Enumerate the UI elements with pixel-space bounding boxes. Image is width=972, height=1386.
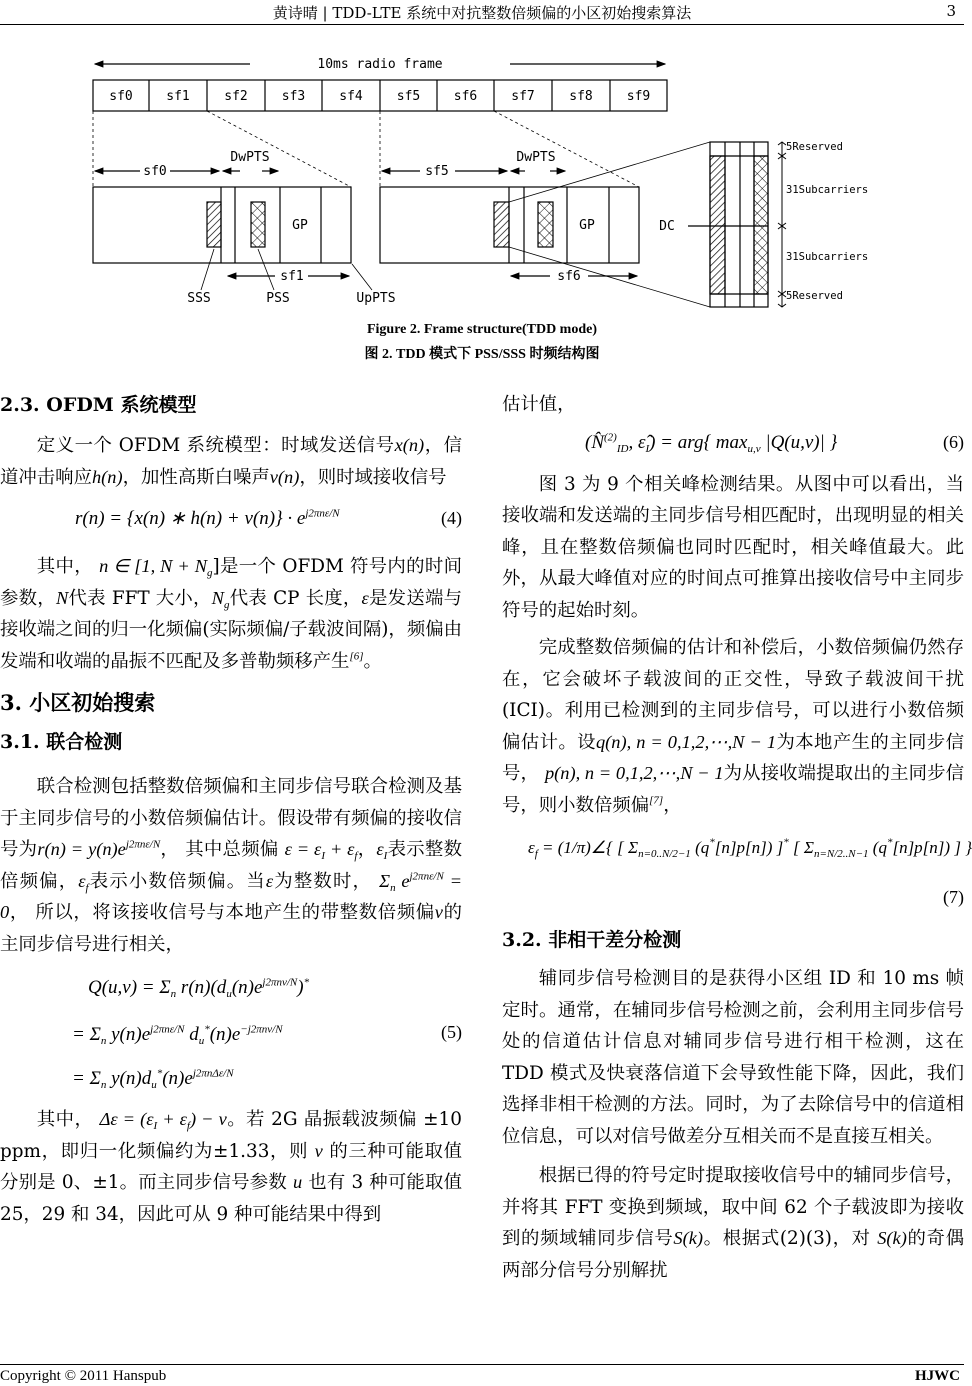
math-text: (n)e: [231, 977, 263, 998]
paragraph: [502, 632, 964, 821]
math-text: = Σ: [72, 1068, 101, 1089]
subframe-label: sf2: [224, 89, 248, 104]
dwpts-label: DwPTS: [516, 150, 556, 165]
text-run: 定义一个 OFDM 系统模型：时域发送信号: [36, 435, 395, 456]
superscript: j2πnε/N: [409, 869, 444, 882]
superscript: −j2πnv/N: [240, 1023, 283, 1036]
math-text: ε = ε: [284, 839, 322, 859]
paragraph: [0, 771, 462, 960]
text-run: 完成整数倍频偏的估计和补偿后，小数倍频偏仍然存在，它会破坏子载波间的正交性，导致子载波间干扰(ICI)。利用已检测到的主同步信号，可以进行小数倍频偏估计。设: [502, 637, 964, 753]
superscript: [7]: [649, 793, 664, 806]
text-run: 为整数时，: [273, 870, 380, 892]
equation-7: [528, 831, 972, 865]
text-run: 。若 2G 晶振载波频偏 ±10 ppm，即归一化频偏约为±1.33，则: [0, 1109, 462, 1162]
subscript: n=0..N/2−1: [638, 847, 691, 860]
figure-caption-en: Figure 2. Frame structure(TDD mode): [366, 322, 598, 337]
math-text: u: [293, 1172, 303, 1192]
math-text: ) = arg{ max: [649, 431, 748, 453]
superscript: *: [709, 836, 715, 849]
text-run: 为从接收端提取出的主同步信号，则小数倍频偏: [502, 763, 964, 816]
sss-label: SSS: [187, 291, 211, 306]
reserved-label: 5Reserved: [786, 290, 843, 302]
math-text: S(k): [673, 1228, 704, 1248]
math-text: = 0: [0, 870, 462, 922]
text-run: 联合检测包括整数倍频偏和主同步信号联合检测及基于主同步信号的小数倍频偏估计。假设带有频偏的接收信号为: [0, 776, 462, 860]
equation-number: (4): [441, 507, 462, 528]
sss-subcarriers: [710, 156, 725, 294]
sss-block: [494, 202, 509, 247]
math-text: ε: [528, 838, 535, 857]
subscript: n: [390, 881, 396, 894]
equation-5-line-1: [88, 964, 309, 1012]
superscript: *: [886, 836, 893, 849]
math-text: p(n), n = 0,1,2,⋯,N − 1: [544, 763, 724, 783]
equation-number: (7): [943, 887, 964, 907]
subscript: f: [534, 847, 538, 860]
text-run: 表示整数倍频偏，: [0, 839, 462, 892]
frame-structure-figure: [0, 0, 964, 320]
subframe-label: sf9: [626, 89, 651, 104]
superscript: *: [783, 836, 789, 849]
text-run: 其中，: [36, 556, 100, 577]
equation-5-line-3: [72, 1058, 309, 1100]
subframe-label: sf6: [453, 89, 478, 104]
math-text: ): [297, 977, 304, 998]
section-heading-2-3: 2.3. OFDM 系统模型: [0, 394, 197, 416]
math-text: r(n) = {x(n) ∗ h(n) + v(n)} · e: [75, 507, 306, 529]
subscript: f: [354, 849, 358, 862]
subscript: ID: [616, 442, 629, 455]
text-run: 图 3 为 9 个相关峰检测结果。从图中可以看出，当接收端和发送端的主同步信号相匹配时，出现明显的相关峰，且在整数倍频偏也同时匹配时，相关峰值最大。此外，从最大峰值对应的时间点可推算出接收信号中主同步符号的起始时刻。: [502, 473, 964, 621]
text-run: 根据已得的符号定时提取接收信号中的辅同步信号，并将其 FFT 变换到频域，取中间 62 个子载波即为接收到的频域辅同步信号: [502, 1165, 964, 1249]
section-heading-3-2: 3.2. 非相干差分检测: [502, 929, 682, 951]
subscript: f: [85, 881, 89, 894]
text-run: 代表 CP 长度，: [229, 587, 362, 609]
math-text: Σ: [379, 870, 391, 891]
subframe-label: sf0: [109, 89, 133, 104]
math-text: N: [55, 587, 69, 608]
subscript: g: [223, 598, 230, 611]
math-text: y(n)d: [106, 1068, 152, 1089]
subscript: I: [321, 849, 325, 862]
math-text: q(n), n = 0,1,2,⋯,N − 1: [595, 731, 777, 752]
text-run: 是发送端与接收端之间的归一化频偏(实际频偏/子载波间隔)，频偏由发端和收端的晶振不匹配及多普勒频移产生: [0, 587, 462, 672]
subscript: f: [186, 1119, 190, 1132]
superscript: j2πnε/N: [150, 1023, 185, 1036]
text-run: ，: [663, 794, 682, 816]
math-text: + ε: [324, 839, 355, 859]
subscript: n: [100, 1034, 107, 1047]
subscript: n: [170, 987, 177, 1000]
pss-block: [538, 202, 553, 247]
math-text: v: [314, 1140, 323, 1161]
pss-label: PSS: [266, 291, 290, 306]
running-header: 黄诗晴 | TDD-LTE 系统中对抗整数倍频偏的小区初始搜索算法: [272, 4, 692, 22]
math-text: h(n): [91, 466, 123, 487]
superscript: *: [156, 1067, 163, 1080]
equation-number: (5): [441, 1021, 462, 1042]
sf0-label: sf0: [143, 164, 167, 179]
math-text: ε: [361, 587, 369, 608]
pss-block: [251, 202, 265, 247]
subscript: u: [226, 987, 232, 1000]
frame-label: 10ms radio frame: [317, 57, 443, 72]
math-text: n ∈ [1, N + N: [99, 556, 207, 576]
equation-6-row: [502, 425, 964, 461]
superscript: *: [204, 1023, 210, 1036]
superscript: *: [303, 976, 310, 989]
math-text: (N̂: [585, 431, 604, 453]
equation-4: [75, 507, 340, 530]
equation-6: [585, 432, 837, 454]
subframe-label: sf7: [511, 89, 535, 104]
text-run: ， 其中总频偏: [160, 839, 285, 860]
gp-label: GP: [579, 218, 595, 233]
subframe-label: sf3: [281, 89, 306, 104]
subscript: I: [645, 442, 650, 455]
section-heading-3: 3. 小区初始搜索: [0, 690, 156, 715]
text-run: 辅同步信号检测目的是获得小区组 ID 和 10 ms 帧定时。通常，在辅同步信号检测之前，会利用主同步信号处的信道估计信息对辅同步信号进行相干检测，这在 TDD 模式及快衰落信道下会导致性能下降，因此，我们选择非相干检测的方法。同时，为了去除信号中的信道相位信息，可以对信号做差分互相关而不是直接互相关。: [502, 968, 964, 1147]
footer-rule: [0, 1364, 964, 1365]
superscript: j2πnε/N: [125, 838, 161, 851]
equation-number: (6): [943, 432, 964, 452]
dwpts-label: DwPTS: [230, 150, 270, 165]
subscript: u: [151, 1078, 157, 1091]
math-text: Q(u,v) = Σ: [88, 977, 171, 998]
page-number: 3: [946, 2, 956, 20]
math-text: S(k): [877, 1228, 907, 1248]
math-text: ) − v: [189, 1109, 227, 1129]
text-run: ， 所以，将该接收信号与本地产生的带整数倍频偏: [9, 902, 435, 923]
superscript: j2πnΔε/N: [192, 1067, 234, 1080]
figure-caption-zh: 图 2. TDD 模式下 PSS/SSS 时频结构图: [364, 347, 600, 362]
text-run: ，则时域接收信号: [299, 466, 447, 488]
paragraph: [502, 1160, 964, 1286]
superscript: (2): [604, 430, 617, 443]
subcarriers-label: 31Subcarriers: [786, 184, 869, 196]
sss-block: [207, 202, 221, 247]
left-column: [0, 392, 462, 1230]
right-column: [502, 389, 972, 1286]
sf5-label: sf5: [425, 164, 449, 179]
subscript: n=N/2..N−1: [813, 847, 869, 860]
section-heading-3-1: 3.1. 联合检测: [0, 731, 123, 753]
math-text: = (1/π)∠{ [ Σ: [537, 838, 639, 857]
math-text: ε: [376, 839, 384, 859]
paragraph: [0, 430, 462, 493]
text-run: ]: [212, 556, 220, 577]
text-run: ，加性高斯白噪声: [122, 466, 270, 488]
uppts-label: UpPTS: [356, 291, 396, 306]
text-run: 其中，: [36, 1109, 100, 1130]
text-run: 为本地产生的主同步信号，: [502, 731, 964, 784]
subscript: g: [206, 566, 213, 579]
equation-5-line-2: [72, 1012, 309, 1058]
math-text: + ε: [157, 1109, 187, 1129]
math-text: (q: [868, 838, 887, 857]
subframe-label: sf1: [166, 89, 190, 104]
paragraph: [0, 551, 462, 677]
superscript: j2πnv/N: [262, 976, 298, 989]
pss-subcarriers: [754, 156, 768, 294]
math-text: ε: [265, 870, 274, 891]
sf6-label: sf6: [557, 269, 581, 284]
math-text: x(n): [394, 435, 425, 455]
text-run: 是一个 OFDM 符号内的时间参数，: [0, 556, 462, 609]
subscript: I: [153, 1119, 158, 1132]
math-text: [ Σ: [788, 838, 814, 857]
subscript: n: [100, 1078, 107, 1091]
copyright: Copyright © 2011 Hanspub: [0, 1368, 167, 1384]
paragraph: [502, 963, 964, 1152]
math-text: [n]p[n]) ]: [714, 838, 784, 857]
superscript: j2πnε/N: [305, 506, 340, 519]
math-text: Δε = (ε: [99, 1109, 154, 1129]
math-text: , ε̂: [628, 431, 646, 453]
text-run: 的主同步信号进行相关，: [0, 902, 462, 955]
text-run: 代表 FFT 大小，: [68, 587, 212, 609]
superscript: [6]: [349, 649, 364, 662]
subframe-0-1-box: [93, 187, 351, 263]
subframe-label: sf5: [396, 89, 421, 104]
math-text: r(n)(d: [176, 977, 227, 998]
text-run: 。: [363, 650, 382, 672]
text-run: 表示小数倍频偏。当: [88, 870, 266, 892]
math-text: ε: [78, 870, 86, 891]
subcarriers-label: 31Subcarriers: [786, 251, 869, 263]
text-run: 。根据式(2)(3)，对: [703, 1228, 878, 1249]
math-text: d: [184, 1024, 199, 1045]
journal-abbrev: HJWC: [915, 1368, 960, 1384]
paragraph: [502, 469, 964, 627]
paragraph: [0, 1104, 462, 1230]
math-text: [n]p[n]) ] }: [892, 838, 972, 857]
text-run: 的奇偶两部分信号分别解扰: [502, 1228, 964, 1281]
subframe-label: sf8: [569, 89, 593, 104]
math-text: = Σ: [72, 1024, 101, 1045]
subframe-label: sf4: [339, 89, 363, 104]
gp-label: GP: [292, 218, 308, 233]
equation-4-row: [0, 501, 462, 535]
subscript: u,v: [747, 442, 761, 455]
text-run: ，信道冲击响应: [0, 435, 462, 488]
math-text: N: [211, 587, 224, 608]
math-text: (q: [690, 838, 710, 857]
text-run: ，: [357, 839, 377, 860]
math-text: r(n) = y(n)e: [37, 839, 126, 859]
text-run: 的三种可能取值分别是 0、±1。而主同步信号参数: [0, 1140, 462, 1193]
subscript: u: [198, 1034, 205, 1047]
sf1-label: sf1: [280, 269, 304, 284]
math-text: (n)e: [162, 1068, 193, 1089]
math-text: |Q(u,v)| }: [760, 431, 838, 453]
equation-5: [0, 964, 309, 1100]
paragraph: 估计值，: [502, 394, 576, 415]
equation-5-row: [0, 964, 462, 1100]
math-text: y(n)e: [106, 1024, 151, 1045]
math-text: v(n): [269, 466, 300, 487]
math-text: (n)e: [209, 1024, 241, 1045]
dc-label: DC: [659, 219, 675, 234]
math-text: e: [395, 870, 410, 891]
reserved-label: 5Reserved: [786, 141, 843, 153]
math-text: v: [434, 902, 443, 922]
text-run: 也有 3 种可能取值 25，29 和 34，因此可从 9 种可能结果中得到: [0, 1172, 462, 1225]
subscript: I: [383, 849, 388, 862]
